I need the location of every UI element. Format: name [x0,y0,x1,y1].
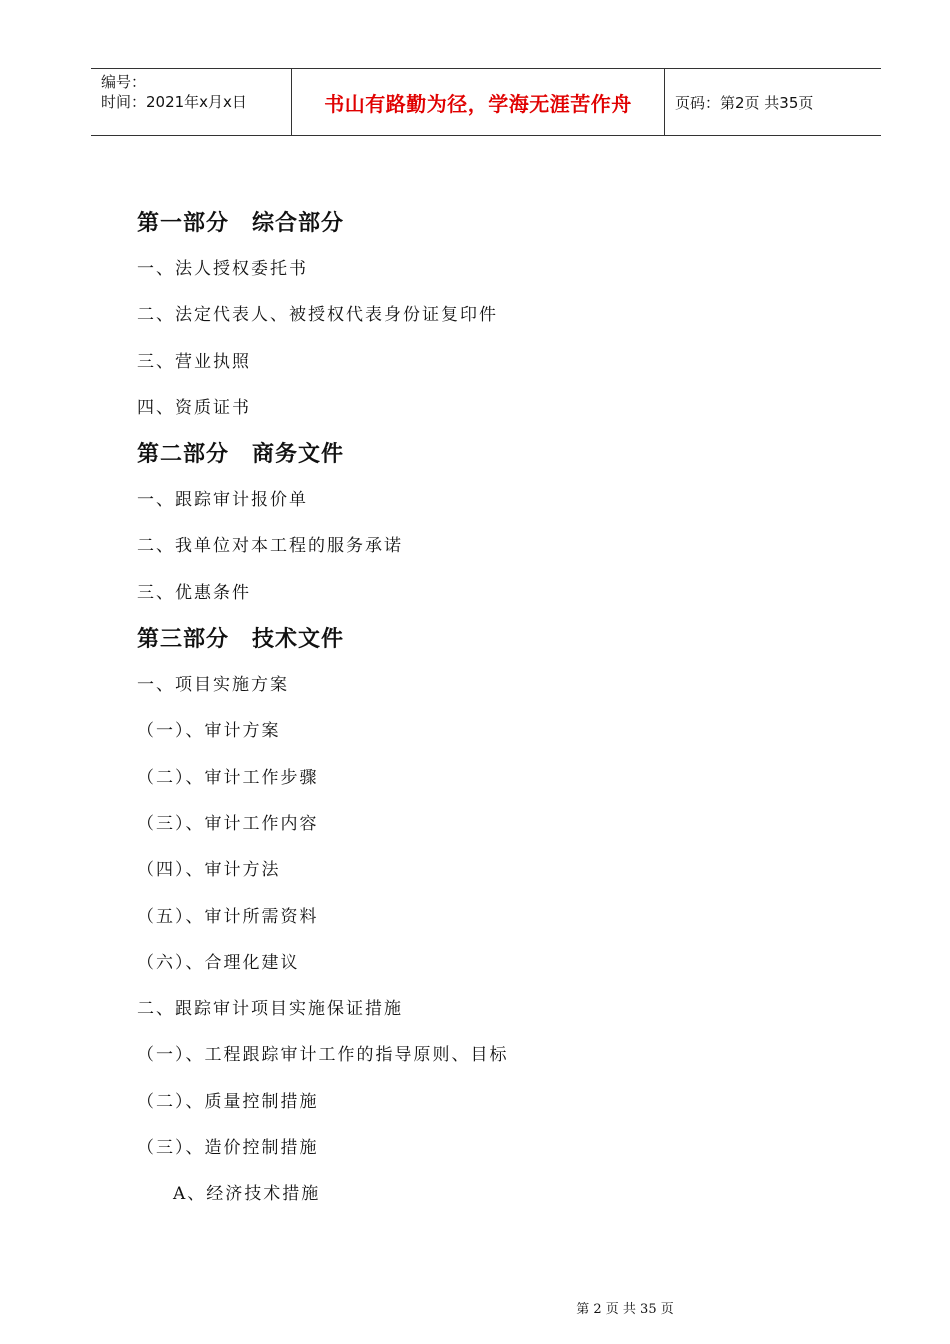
toc-item: 一、跟踪审计报价单 [137,490,308,511]
number-label: 编号： [101,73,147,91]
toc-item: 一、法人授权委托书 [137,259,308,279]
page-header [91,68,881,136]
toc-item: 三、营业执照 [137,351,251,372]
toc-item: 一、项目实施方案 [137,675,289,696]
toc-item: 二、跟踪审计项目实施保证措施 [137,999,403,1020]
page-footer: 第 2 页 共 35 页 [576,1302,674,1317]
toc-item: 四、资质证书 [137,397,251,418]
toc-item: （二）、审计工作步骤 [137,767,319,788]
toc-item: 三、优惠条件 [137,582,251,603]
header-meta [91,69,292,135]
toc-item: 二、法定代表人、被授权代表身份证复印件 [137,305,498,326]
toc-item: （一）、审计方案 [137,721,281,742]
toc-item: （三）、造价控制措施 [137,1138,319,1159]
section-heading: 第二部分 商务文件 [137,441,345,468]
section-heading: 第一部分 综合部分 [137,210,345,236]
toc-item: （五）、审计所需资料 [137,906,319,927]
document-body [137,200,837,1218]
header-motto: 书山有路勤为径，学海无涯苦作舟 [292,69,665,135]
toc-item: 二、我单位对本工程的服务承诺 [137,536,403,557]
toc-item: （六）、合理化建议 [137,952,300,973]
toc-item: （一）、工程跟踪审计工作的指导原则、目标 [137,1045,509,1066]
section-heading: 第三部分 技术文件 [137,626,345,653]
toc-item: （三）、审计工作内容 [137,813,319,834]
toc-item: A、经济技术措施 [173,1184,321,1205]
toc-item: （四）、审计方法 [137,860,281,881]
header-page-info: 页码：第2页 共35页 [675,93,814,112]
toc-item: （二）、质量控制措施 [137,1091,319,1112]
time-label: 时间：2021年x月x日 [101,93,247,111]
